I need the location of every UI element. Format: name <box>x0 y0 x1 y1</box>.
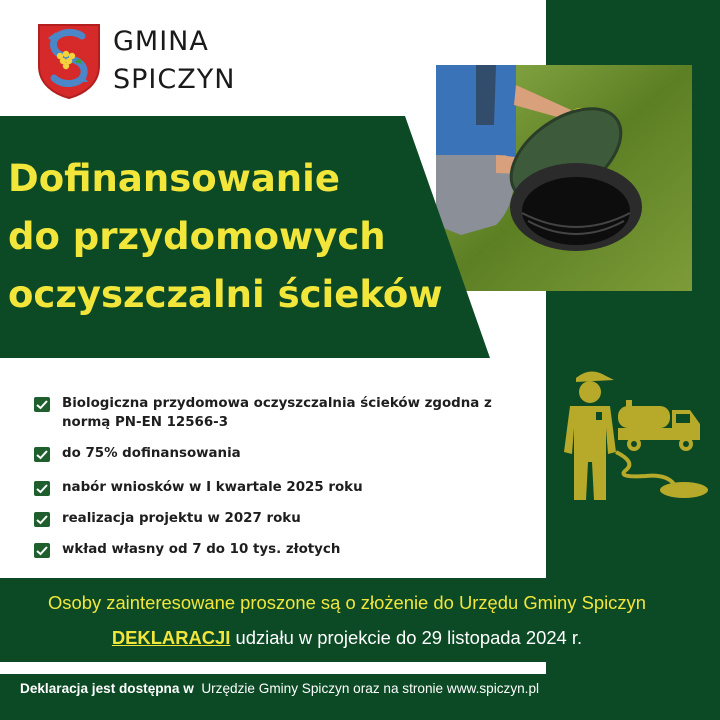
headline-line1: Dofinansowanie <box>8 157 340 200</box>
septic-service-worker-icon <box>556 366 716 506</box>
announcement-line1: Osoby zainteresowane proszone są o złożenie do Urzędu Gminy Spiczyn <box>47 592 646 613</box>
checkbox-checked-icon <box>34 512 50 527</box>
list-item <box>34 478 514 497</box>
announcement-line2 <box>0 627 694 649</box>
list-item-text: Biologiczna przydomowa oczyszczalnia ścieków zgodna z <box>62 396 492 411</box>
list-item-text: do 75% dofinansowania <box>62 446 241 461</box>
list-item <box>34 394 514 432</box>
list-item-text-cont: normą PN-EN 12566-3 <box>62 415 229 430</box>
municipality-name-line1: GMINA <box>113 26 209 57</box>
announcement-line2-text: udziału w projekcie do 29 listopada 2024 r. <box>230 627 583 648</box>
checkbox-checked-icon <box>34 397 50 412</box>
list-item-text: nabór wniosków w I kwartale 2025 roku <box>62 480 363 495</box>
checkbox-checked-icon <box>34 481 50 496</box>
list-item <box>34 540 514 559</box>
municipality-name-line2: SPICZYN <box>113 64 236 95</box>
footer-rest-text: Urzędzie Gminy Spiczyn oraz na stronie www.spiczyn.pl <box>197 681 540 696</box>
footer-bold-text: Deklaracja jest dostępna w <box>20 681 198 696</box>
checkbox-checked-icon <box>34 543 50 558</box>
footer-text <box>20 681 539 696</box>
announcement-box <box>0 578 694 662</box>
list-item <box>34 444 514 463</box>
declaration-emphasis: DEKLARACJI <box>111 627 231 648</box>
list-item-text: realizacja projektu w 2027 roku <box>62 511 301 526</box>
headline-line3: oczyszczalni ścieków <box>8 273 443 316</box>
headline <box>8 150 478 324</box>
headline-line2: do przydomowych <box>8 215 386 258</box>
list-item <box>34 509 514 528</box>
checkbox-checked-icon <box>34 447 50 462</box>
list-item-text: wkład własny od 7 do 10 tys. złotych <box>62 542 341 557</box>
benefits-list <box>34 394 514 559</box>
coat-of-arms-icon <box>36 22 102 100</box>
